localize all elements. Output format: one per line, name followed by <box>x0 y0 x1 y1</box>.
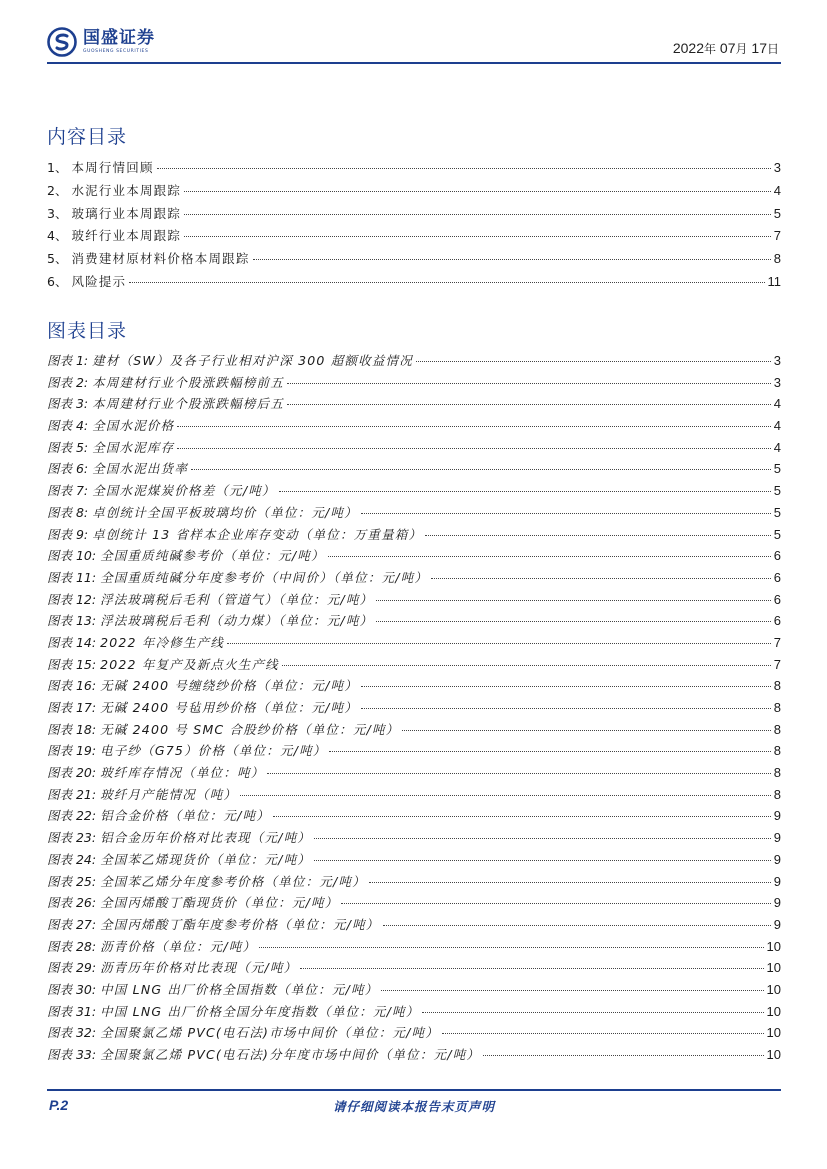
toc-entry-number: 图表 12: <box>47 591 97 607</box>
toc-entry-label <box>47 1002 419 1020</box>
logo-name-en: GUOSHENG SECURITIES <box>83 49 149 54</box>
toc-entry-title: 本周建材行业个股涨跌幅榜后五 <box>92 396 284 412</box>
toc-entry-number: 图表 5: <box>47 439 89 455</box>
toc-entry-title: 全国重质纯碱分年度参考价（中间价）（单位：元/吨） <box>100 569 429 585</box>
figure-toc-entry[interactable] <box>47 394 781 416</box>
figure-toc-entry[interactable] <box>47 806 781 828</box>
toc-entry-title: 全国聚氯乙烯 PVC(电石法)市场中间价（单位：元/吨） <box>100 1025 439 1041</box>
dot-leader <box>287 383 771 384</box>
toc-entry-number: 图表 17: <box>47 700 97 715</box>
dot-leader <box>416 361 771 362</box>
toc-entry-page: 8 <box>773 786 781 802</box>
toc-entry-page: 8 <box>773 700 781 715</box>
toc-entry-title: 中国 LNG 出厂价格全国指数（单位：元/吨） <box>100 981 379 997</box>
toc-entry-page: 10 <box>766 981 781 997</box>
toc-entry-title: 玻纤月产能情况（吨） <box>100 786 238 802</box>
toc-entry-number: 图表 21: <box>47 786 97 802</box>
toc-entry-label <box>47 720 399 738</box>
toc-entry-number: 1、 <box>47 160 68 175</box>
toc-entry-number: 图表 10: <box>47 548 97 564</box>
figure-toc-entry[interactable] <box>47 872 781 894</box>
figure-toc-entry[interactable] <box>47 503 781 525</box>
toc-entry-label <box>47 546 325 564</box>
toc-entry-label <box>47 1023 439 1041</box>
figure-toc-entry[interactable] <box>47 720 781 742</box>
toc-entry[interactable] <box>47 181 781 204</box>
toc-entry-label <box>47 633 224 651</box>
figure-toc-entry[interactable] <box>47 850 781 872</box>
toc-entry-title: 全国水泥煤炭价格差（元/吨） <box>92 483 276 499</box>
dot-leader <box>177 448 770 449</box>
toc-entry-label <box>47 503 358 521</box>
toc-entry-number: 图表 14: <box>47 634 97 650</box>
toc-entry-number: 图表 16: <box>47 678 97 694</box>
figure-toc-entry[interactable] <box>47 546 781 568</box>
toc-entry-title: 全国苯乙烯现货价（单位：元/吨） <box>100 851 311 867</box>
report-date: 2022年 07月 17日 <box>672 40 779 56</box>
content-toc-title: 内容目录 <box>47 126 128 148</box>
toc-entry[interactable] <box>47 204 781 227</box>
toc-entry-title: 水泥行业本周跟踪 <box>71 182 182 198</box>
dot-leader <box>402 730 770 731</box>
toc-entry-number: 图表 8: <box>47 504 89 520</box>
dot-leader <box>184 236 771 237</box>
logo-name-cn: 国盛证券 <box>83 28 155 48</box>
page-number: P.2 <box>49 1097 69 1113</box>
toc-entry-number: 图表 18: <box>47 721 97 737</box>
dot-leader <box>329 751 770 752</box>
toc-entry-page: 11 <box>767 273 781 289</box>
figure-toc-entry[interactable] <box>47 980 781 1002</box>
toc-entry-label <box>47 459 188 477</box>
figure-toc-entry[interactable] <box>47 655 781 677</box>
toc-entry-label <box>47 958 297 976</box>
toc-entry-page: 3 <box>773 374 781 390</box>
toc-entry-title: 2022 年复产及新点火生产线 <box>100 656 279 672</box>
toc-entry-title: 浮法玻璃税后毛利（动力煤）（单位：元/吨） <box>100 613 374 629</box>
toc-entry-number: 图表 11: <box>47 569 97 585</box>
disclaimer-note: 请仔细阅读本报告末页声明 <box>332 1099 495 1114</box>
toc-entry-number: 图表 20: <box>47 765 97 781</box>
figure-toc-entry[interactable] <box>47 937 781 959</box>
figure-toc-entry[interactable] <box>47 828 781 850</box>
toc-entry-title: 全国水泥库存 <box>92 439 175 455</box>
toc-entry-number: 图表 6: <box>47 461 89 477</box>
toc-entry-title: 玻璃行业本周跟踪 <box>71 205 182 221</box>
toc-entry-page: 8 <box>773 743 781 759</box>
dot-leader <box>282 665 771 666</box>
toc-entry-label <box>47 828 311 846</box>
toc-entry-title: 玻纤库存情况（单位：吨） <box>100 765 265 781</box>
toc-entry-number: 2、 <box>47 182 68 198</box>
toc-entry-label <box>47 980 378 998</box>
toc-entry-label <box>47 568 428 586</box>
figure-toc-entry[interactable] <box>47 373 781 395</box>
toc-entry-title: 无碱 2400 号毡用纱价格（单位：元/吨） <box>100 700 358 715</box>
guosheng-logo-icon <box>47 27 77 57</box>
toc-entry-page: 9 <box>773 916 781 932</box>
toc-entry-page: 6 <box>773 569 781 585</box>
toc-entry-label <box>47 438 174 456</box>
toc-entry-page: 6 <box>773 613 781 629</box>
toc-entry-title: 全国苯乙烯分年度参考价格（单位：元/吨） <box>100 873 366 889</box>
dot-leader <box>376 600 771 601</box>
toc-entry-label <box>47 741 326 759</box>
figure-toc-title: 图表目录 <box>47 320 128 342</box>
toc-entry[interactable] <box>47 272 781 295</box>
dot-leader <box>376 621 771 622</box>
toc-entry-page: 5 <box>773 483 781 499</box>
dot-leader <box>422 1012 763 1013</box>
toc-entry-number: 图表 28: <box>47 938 97 954</box>
toc-entry-label <box>47 806 270 824</box>
toc-entry-label <box>47 611 373 629</box>
figure-toc-entry[interactable] <box>47 481 781 503</box>
toc-entry-label <box>47 525 422 543</box>
dot-leader <box>259 947 763 948</box>
dot-leader <box>425 535 771 536</box>
toc-entry-number: 4、 <box>47 228 68 244</box>
toc-entry-title: 全国丙烯酸丁酯年度参考价格（单位：元/吨） <box>100 916 380 932</box>
toc-entry-label <box>47 893 338 911</box>
dot-leader <box>267 773 770 774</box>
toc-entry-page: 8 <box>773 721 781 737</box>
toc-entry-label <box>47 785 237 803</box>
dot-leader <box>381 990 763 991</box>
toc-entry-label <box>47 937 256 955</box>
toc-entry-title: 铝合金价格（单位：元/吨） <box>100 808 270 824</box>
toc-entry-page: 7 <box>773 634 781 650</box>
toc-entry-title: 无碱 2400 号缠绕纱价格（单位：元/吨） <box>100 678 358 694</box>
content-toc-list <box>47 158 781 295</box>
dot-leader <box>177 426 770 427</box>
toc-entry-page: 10 <box>766 1025 781 1041</box>
toc-entry-title: 全国丙烯酸丁酯现货价（单位：元/吨） <box>100 895 339 911</box>
toc-entry-title: 2022 年冷修生产线 <box>100 634 225 650</box>
toc-entry-page: 8 <box>773 678 781 694</box>
figure-toc-entry[interactable] <box>47 1023 781 1045</box>
toc-entry-title: 沥青价格（单位：元/吨） <box>100 938 257 954</box>
dot-leader <box>240 795 771 796</box>
toc-entry-label <box>47 351 413 369</box>
toc-entry-page: 4 <box>773 418 781 434</box>
dot-leader <box>314 838 771 839</box>
toc-entry-label <box>47 373 284 391</box>
toc-entry-number: 图表 25: <box>47 873 97 889</box>
toc-entry-page: 9 <box>773 851 781 867</box>
dot-leader <box>369 882 771 883</box>
toc-entry-number: 图表 15: <box>47 656 97 672</box>
toc-entry-label <box>47 1045 480 1063</box>
figure-toc-entry[interactable] <box>47 915 781 937</box>
figure-toc-entry[interactable] <box>47 590 781 612</box>
toc-entry-label <box>47 481 276 499</box>
toc-entry-label <box>47 655 279 673</box>
toc-entry-title: 卓创统计全国平板玻璃均价（单位：元/吨） <box>92 504 358 520</box>
toc-entry[interactable] <box>47 158 781 181</box>
toc-entry-page: 9 <box>773 830 781 846</box>
dot-leader <box>279 491 771 492</box>
toc-entry-title: 无碱 2400 号 SMC 合股纱价格（单位：元/吨） <box>100 721 400 737</box>
toc-entry-number: 3、 <box>47 205 68 221</box>
toc-entry-label <box>47 763 264 781</box>
dot-leader <box>300 968 763 969</box>
toc-entry-number: 图表 4: <box>47 418 89 434</box>
dot-leader <box>191 469 771 470</box>
toc-entry-title: 消费建材原材料价格本周跟踪 <box>71 251 250 267</box>
toc-entry-number: 图表 23: <box>47 830 97 846</box>
toc-entry-number: 图表 31: <box>47 1003 97 1019</box>
toc-entry-page: 5 <box>773 205 781 221</box>
toc-entry-page: 10 <box>766 1047 781 1062</box>
figure-toc-list <box>47 351 781 1067</box>
dot-leader <box>184 191 771 192</box>
company-logo <box>47 26 155 58</box>
figure-toc-entry[interactable] <box>47 525 781 547</box>
dot-leader <box>361 686 771 687</box>
toc-entry-title: 全国水泥价格 <box>92 418 175 434</box>
toc-entry-page: 3 <box>773 353 781 368</box>
toc-entry-page: 5 <box>773 526 781 542</box>
toc-entry-title: 全国重质纯碱参考价（单位：元/吨） <box>100 548 325 564</box>
toc-entry-number: 图表 1: <box>47 353 89 368</box>
dot-leader <box>273 816 771 817</box>
toc-entry-label <box>47 204 181 222</box>
dot-leader <box>184 214 771 215</box>
toc-entry-label <box>47 872 366 890</box>
toc-entry-number: 图表 29: <box>47 960 97 976</box>
figure-toc-entry[interactable] <box>47 351 781 373</box>
toc-entry-number: 图表 22: <box>47 808 97 824</box>
toc-entry-title: 电子纱（G75）价格（单位：元/吨） <box>100 743 327 759</box>
toc-entry-page: 7 <box>773 228 781 244</box>
toc-entry-title: 浮法玻璃税后毛利（管道气）（单位：元/吨） <box>100 591 374 607</box>
toc-entry-number: 5、 <box>47 251 68 267</box>
toc-entry-page: 10 <box>766 960 781 976</box>
toc-entry[interactable] <box>47 249 781 272</box>
toc-entry-number: 图表 13: <box>47 613 97 629</box>
toc-entry-label <box>47 416 174 434</box>
toc-entry-label <box>47 181 181 199</box>
dot-leader <box>129 282 764 283</box>
dot-leader <box>253 259 771 260</box>
figure-toc-entry[interactable] <box>47 1002 781 1024</box>
toc-entry-number: 图表 26: <box>47 895 97 911</box>
toc-entry-page: 9 <box>773 895 781 911</box>
toc-entry-page: 4 <box>773 439 781 455</box>
toc-entry-label <box>47 158 154 176</box>
toc-entry-page: 3 <box>773 160 781 175</box>
figure-toc-entry[interactable] <box>47 763 781 785</box>
figure-toc-entry[interactable] <box>47 416 781 438</box>
dot-leader <box>341 903 770 904</box>
figure-toc-entry[interactable] <box>47 568 781 590</box>
dot-leader <box>383 925 771 926</box>
toc-entry-label <box>47 226 181 244</box>
dot-leader <box>431 578 771 579</box>
toc-entry-title: 玻纤行业本周跟踪 <box>71 228 182 244</box>
page-header <box>47 20 781 64</box>
figure-toc-entry[interactable] <box>47 676 781 698</box>
toc-entry-label <box>47 590 373 608</box>
toc-entry-number: 图表 24: <box>47 851 97 867</box>
toc-entry-page: 8 <box>773 251 781 267</box>
toc-entry-title: 铝合金历年价格对比表现（元/吨） <box>100 830 311 846</box>
toc-entry-page: 5 <box>773 461 781 477</box>
figure-toc-entry[interactable] <box>47 893 781 915</box>
toc-entry-page: 4 <box>773 396 781 412</box>
toc-entry-label <box>47 394 284 412</box>
toc-entry-title: 全国水泥出货率 <box>92 461 189 477</box>
toc-entry-page: 9 <box>773 873 781 889</box>
figure-toc-entry[interactable] <box>47 438 781 460</box>
toc-entry-label <box>47 272 126 290</box>
dot-leader <box>157 168 771 169</box>
toc-entry-page: 8 <box>773 765 781 781</box>
toc-entry-page: 4 <box>773 182 781 198</box>
dot-leader <box>442 1033 764 1034</box>
toc-entry-title: 建材（SW）及各子行业相对沪深 300 超额收益情况 <box>92 353 413 368</box>
toc-entry-number: 图表 33: <box>47 1047 97 1062</box>
toc-entry-label <box>47 915 380 933</box>
toc-entry-title: 本周建材行业个股涨跌幅榜前五 <box>92 374 284 390</box>
dot-leader <box>361 708 771 709</box>
toc-entry-number: 图表 27: <box>47 916 97 932</box>
figure-toc-entry[interactable] <box>47 1045 781 1067</box>
figure-toc-entry[interactable] <box>47 633 781 655</box>
toc-entry-title: 卓创统计 13 省样本企业库存变动（单位：万重量箱） <box>92 526 423 542</box>
toc-entry[interactable] <box>47 226 781 249</box>
toc-entry-number: 图表 9: <box>47 526 89 542</box>
dot-leader <box>287 404 771 405</box>
toc-entry-number: 图表 30: <box>47 981 97 997</box>
toc-entry-title: 全国聚氯乙烯 PVC(电石法)分年度市场中间价（单位：元/吨） <box>100 1047 481 1062</box>
figure-toc-entry[interactable] <box>47 958 781 980</box>
toc-entry-title: 本周行情回顾 <box>71 160 154 175</box>
toc-entry-number: 图表 19: <box>47 743 97 759</box>
toc-entry-number: 图表 3: <box>47 396 89 412</box>
toc-entry-page: 7 <box>773 656 781 672</box>
toc-entry-number: 图表 7: <box>47 483 89 499</box>
toc-entry-page: 9 <box>773 808 781 824</box>
toc-entry-page: 5 <box>773 504 781 520</box>
figure-toc-entry[interactable] <box>47 459 781 481</box>
toc-entry-label <box>47 850 311 868</box>
figure-toc-entry[interactable] <box>47 741 781 763</box>
figure-toc-entry[interactable] <box>47 785 781 807</box>
figure-toc-entry[interactable] <box>47 611 781 633</box>
dot-leader <box>314 860 771 861</box>
figure-toc-entry[interactable] <box>47 698 781 720</box>
toc-entry-page: 6 <box>773 591 781 607</box>
toc-entry-label <box>47 249 250 267</box>
toc-entry-title: 沥青历年价格对比表现（元/吨） <box>100 960 298 976</box>
toc-entry-page: 10 <box>766 1003 781 1019</box>
toc-entry-number: 图表 2: <box>47 374 89 390</box>
page-footer <box>47 1089 781 1114</box>
toc-entry-label <box>47 676 358 694</box>
toc-entry-title: 风险提示 <box>71 273 127 289</box>
toc-entry-page: 6 <box>773 548 781 564</box>
dot-leader <box>361 513 771 514</box>
dot-leader <box>328 556 771 557</box>
toc-entry-title: 中国 LNG 出厂价格全国分年度指数（单位：元/吨） <box>100 1003 420 1019</box>
toc-entry-label <box>47 698 358 716</box>
toc-entry-number: 图表 32: <box>47 1025 97 1041</box>
toc-entry-number: 6、 <box>47 273 68 289</box>
toc-entry-page: 10 <box>766 938 781 954</box>
dot-leader <box>483 1055 763 1056</box>
dot-leader <box>227 643 771 644</box>
